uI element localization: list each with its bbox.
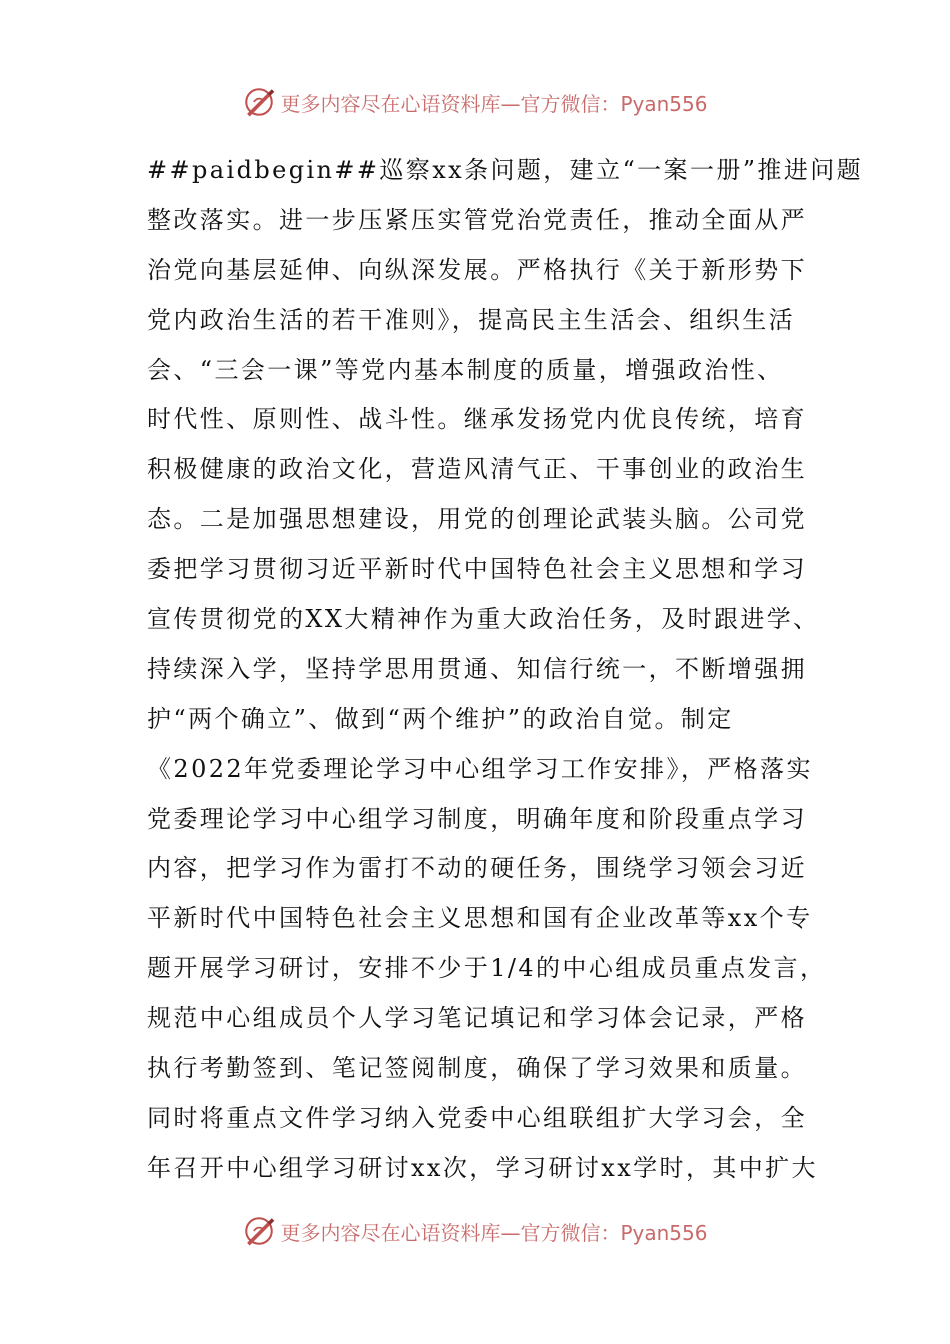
text-line: 同时将重点文件学习纳入党委中心组联组扩大学习会，全: [147, 1103, 807, 1132]
text-line: 平新时代中国特色社会主义思想和国有企业改革等xx个专: [147, 904, 813, 933]
header-watermark: [0, 82, 950, 122]
text-line: 规范中心组成员个人学习笔记填记和学习体会记录，严格: [147, 1004, 807, 1033]
watermark-text: 更多内容尽在心语资料库—官方微信：Pyan556: [280, 1220, 708, 1245]
text-line: 《2022年党委理论学习中心组学习工作安排》，严格落实: [147, 754, 813, 783]
text-line: 积极健康的政治文化，营造风清气正、干事创业的政治生: [147, 455, 807, 484]
text-line: 年召开中心组学习研讨xx次，学习研讨xx学时，其中扩大: [147, 1153, 818, 1182]
footer-watermark: [0, 1211, 950, 1251]
text-line: 会、“三会一课”等党内基本制度的质量，增强政治性、: [147, 355, 784, 384]
document-body: [147, 146, 864, 1194]
pen-logo-icon: [242, 1214, 276, 1248]
text-line: 治党向基层延伸、向纵深发展。严格执行《关于新形势下: [147, 255, 807, 284]
text-line: 时代性、原则性、战斗性。继承发扬党内优良传统，培育: [147, 405, 807, 434]
text-line: 委把学习贯彻习近平新时代中国特色社会主义思想和学习: [147, 555, 807, 584]
watermark-text: 更多内容尽在心语资料库—官方微信：Pyan556: [280, 91, 708, 116]
text-line: 宣传贯彻党的XX大精神作为重大政治任务，及时跟进学、: [147, 605, 820, 634]
pen-logo-icon: [242, 85, 276, 119]
text-line: 态。二是加强思想建设，用党的创理论武装头脑。公司党: [147, 505, 807, 534]
text-line: 执行考勤签到、笔记签阅制度，确保了学习效果和质量。: [147, 1054, 807, 1083]
text-line: 题开展学习研讨，安排不少于1/4的中心组成员重点发言，: [147, 954, 827, 983]
text-line: 党委理论学习中心组学习制度，明确年度和阶段重点学习: [147, 804, 807, 833]
text-line: 持续深入学，坚持学思用贯通、知信行统一，不断增强拥: [147, 654, 807, 683]
text-line: 党内政治生活的若干准则》，提高民主生活会、组织生活: [147, 305, 795, 334]
text-line: 内容，把学习作为雷打不动的硬任务，围绕学习领会习近: [147, 854, 807, 883]
text-line: 整改落实。进一步压紧压实管党治党责任，推动全面从严: [147, 205, 807, 234]
text-line: ##paidbegin##巡察xx条问题，建立“一案一册”推进问题: [147, 156, 864, 184]
text-line: 护“两个确立”、做到“两个维护”的政治自觉。制定: [147, 704, 734, 733]
